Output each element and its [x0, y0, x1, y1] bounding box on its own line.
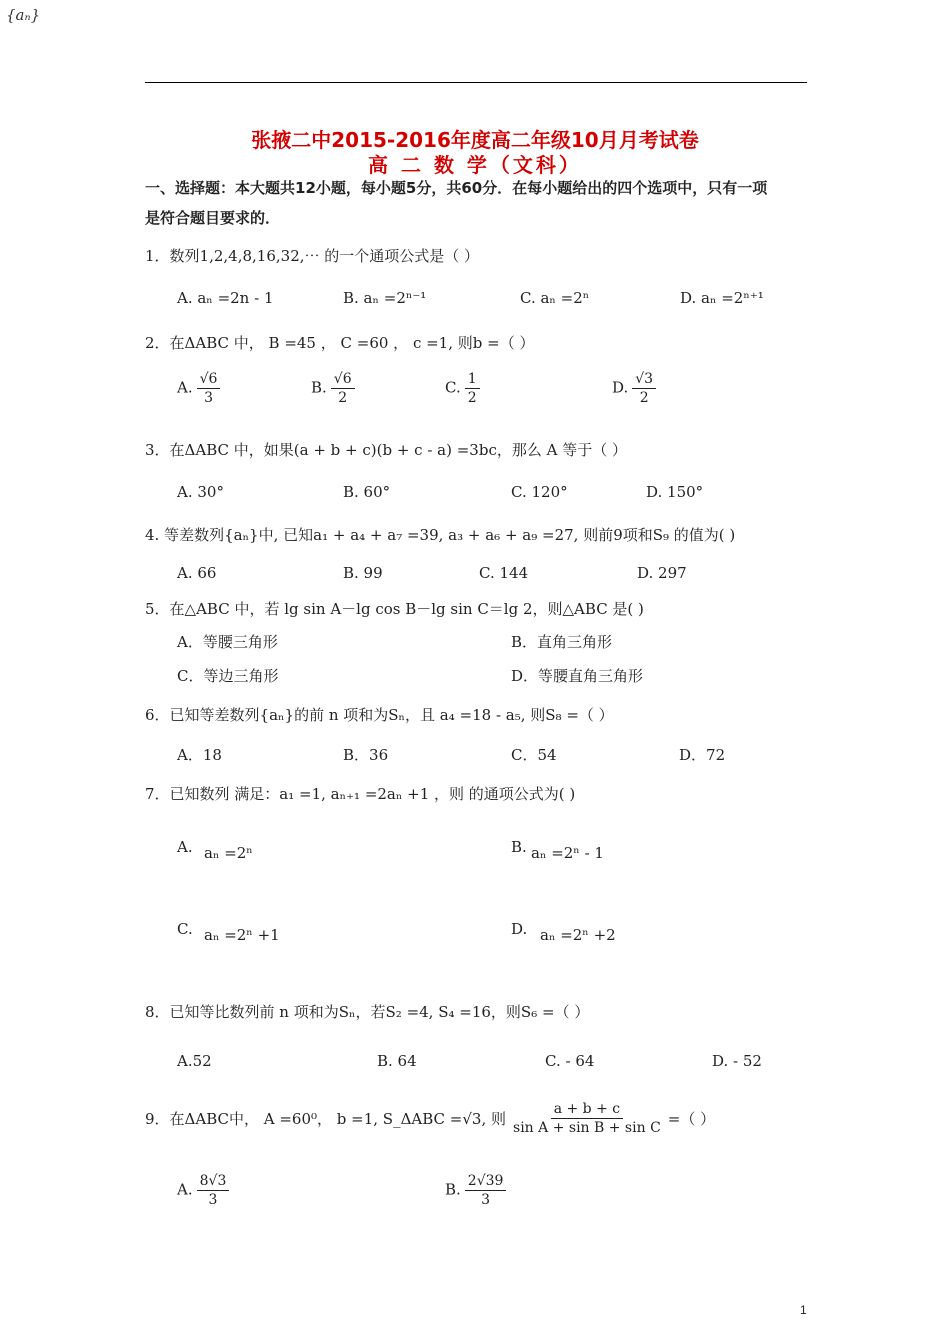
- question-4-option-d: D. 297: [637, 564, 687, 582]
- question-9-option-a: A. $\frac{8√3}{3}$: [177, 1172, 229, 1209]
- corner-mark: {aₙ}: [6, 6, 41, 24]
- question-7-option-b-label: B.: [511, 838, 527, 856]
- question-1-option-a: A. aₙ =2n - 1: [177, 289, 274, 307]
- question-7-option-a: aₙ =2ⁿ: [204, 844, 253, 862]
- question-2-stem: 2．在ΔABC 中， B =45 ， C =60 ， c =1, 则b =（ ）: [145, 334, 535, 352]
- question-8-stem: 8．已知等比数列前 n 项和为Sₙ，若S₂ =4, S₄ =16，则S₆ =（ ）: [145, 1003, 590, 1021]
- question-1-stem: 1．数列1,2,4,8,16,32,⋯ 的一个通项公式是（ ）: [145, 247, 480, 265]
- question-4-option-c: C. 144: [479, 564, 529, 582]
- question-7-option-d-label: D.: [511, 920, 528, 938]
- question-4-option-a: A. 66: [177, 564, 217, 582]
- question-5-stem: 5．在△ABC 中，若 lg sin A－lg cos B－lg sin C＝lg 2，则△ABC 是( ): [145, 600, 644, 618]
- section-heading-line2: 是符合题目要求的．: [145, 209, 281, 227]
- exam-title: 张掖二中2015-2016年度高二年级10月月考试卷: [251, 128, 699, 152]
- question-6-option-b: B．36: [343, 746, 389, 764]
- question-2-option-b: B. $\frac{√6}{2}$: [311, 370, 355, 407]
- exam-subtitle: 高 二 数 学（文科）: [368, 153, 582, 177]
- question-7-option-a-label: A.: [177, 838, 193, 856]
- question-2-option-d: D. $\frac{√3}{2}$: [612, 370, 656, 407]
- question-3-option-c: C. 120°: [511, 483, 568, 501]
- question-9-option-b: B. $\frac{2√39}{3}$: [445, 1172, 506, 1209]
- question-6-option-c: C．54: [511, 746, 557, 764]
- question-4-option-b: B. 99: [343, 564, 383, 582]
- header-rule: [145, 82, 807, 83]
- question-2-option-c: C. $\frac{1}{2}$: [445, 370, 480, 407]
- question-9-stem-end: =（ ）: [667, 1110, 716, 1128]
- question-8-option-d: D. - 52: [712, 1052, 762, 1070]
- question-1-option-b: B. aₙ =2ⁿ⁻¹: [343, 289, 427, 307]
- question-5-option-a: A．等腰三角形: [177, 633, 278, 651]
- question-1-option-c: C. aₙ =2ⁿ: [520, 289, 590, 307]
- question-8-option-b: B. 64: [377, 1052, 417, 1070]
- question-1-option-d: D. aₙ =2ⁿ⁺¹: [680, 289, 764, 307]
- question-8-option-c: C. - 64: [545, 1052, 595, 1070]
- question-9-fraction: $\frac{a + b + c}{\text{sin A + sin B + sin C}}$: [513, 1101, 661, 1136]
- question-9-stem: [145, 1100, 715, 1137]
- question-3-option-d: D. 150°: [646, 483, 704, 501]
- question-6-option-a: A．18: [177, 746, 222, 764]
- question-7-option-c: aₙ =2ⁿ +1: [204, 926, 280, 944]
- question-3-option-a: A. 30°: [177, 483, 224, 501]
- section-heading-line1: 一、选择题：本大题共12小题，每小题5分，共60分．在每小题给出的四个选项中，只有一项: [145, 179, 768, 197]
- question-2-option-a: A. $\frac{√6}{3}$: [177, 370, 220, 407]
- question-9-stem-text: 9．在ΔABC中， A =60⁰， b =1, S_ΔABC =√3, 则: [145, 1110, 507, 1128]
- question-8-option-a: A.52: [177, 1052, 212, 1070]
- question-5-option-c: C．等边三角形: [177, 667, 279, 685]
- question-3-stem: 3．在ΔABC 中，如果(a + b + c)(b + c - a) =3bc，那么 A 等于（ ）: [145, 441, 627, 459]
- question-3-option-b: B. 60°: [343, 483, 391, 501]
- question-7-option-c-label: C.: [177, 920, 193, 938]
- question-7-stem: 7．已知数列 满足：a₁ =1, aₙ₊₁ =2aₙ +1 ，则 的通项公式为( ): [145, 785, 576, 803]
- question-7-option-b: aₙ =2ⁿ - 1: [531, 844, 604, 862]
- question-5-option-d: D．等腰直角三角形: [511, 667, 644, 685]
- question-4-stem: 4. 等差数列{aₙ}中, 已知a₁ + a₄ + a₇ =39, a₃ + a₆ + a₉ =27, 则前9项和S₉ 的值为( ): [145, 526, 736, 544]
- question-6-stem: 6．已知等差数列{aₙ}的前 n 项和为Sₙ，且 a₄ =18 - a₅, 则S₈ =（ ）: [145, 706, 614, 724]
- question-5-option-b: B．直角三角形: [511, 633, 613, 651]
- question-7-option-d: aₙ =2ⁿ +2: [540, 926, 616, 944]
- page-number: 1: [800, 1303, 807, 1317]
- question-6-option-d: D．72: [679, 746, 726, 764]
